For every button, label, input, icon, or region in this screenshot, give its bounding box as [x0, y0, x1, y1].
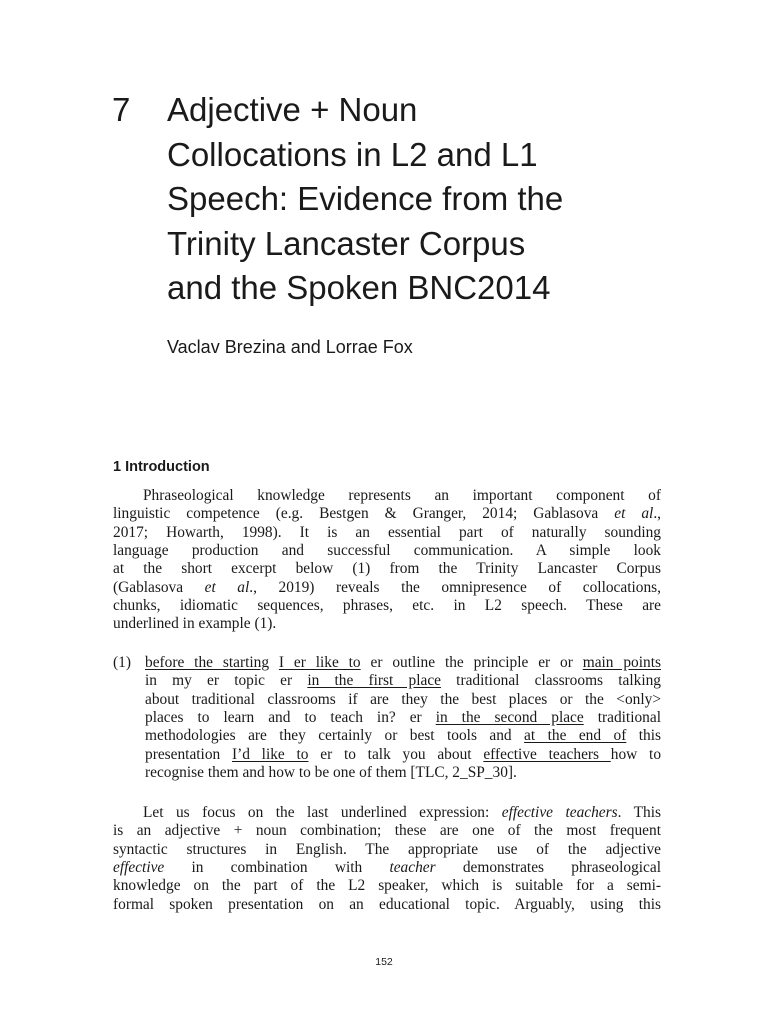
example-1: [113, 654, 661, 782]
underlined-phrase: before the starting: [145, 654, 270, 671]
underlined-phrase: main points: [582, 654, 661, 671]
underlined-phrase: at the end of: [524, 727, 627, 745]
text-run: [269, 654, 279, 671]
text-run: traditional classrooms talking: [440, 672, 661, 690]
underlined-phrase: effective teachers: [483, 745, 611, 763]
italic-run: effective teachers: [501, 804, 618, 821]
text-run: er to talk you about: [308, 745, 484, 763]
chapter-title-line: and the Spoken BNC2014: [167, 269, 551, 306]
text-run: recognise them and how to be one of them [TLC, 2_SP_30].: [145, 764, 517, 782]
italic-run: et al: [614, 505, 654, 523]
italic-run: teacher: [389, 859, 436, 877]
paragraph-line: [113, 579, 661, 597]
text-run: er outline the principle er or: [360, 654, 583, 671]
example-line: [145, 746, 661, 764]
page-number: 152: [375, 956, 393, 968]
chapter-title-line: Speech: Evidence from the: [167, 180, 564, 217]
text-run: traditional: [583, 709, 661, 727]
text-run: chunks, idiomatic sequences, phrases, etc. in L2 speech. These are: [113, 597, 661, 615]
chapter-title-line: Collocations in L2 and L1: [167, 135, 538, 173]
paragraph-line: [113, 615, 661, 633]
text-run: language production and successful communication. A simple look: [113, 542, 661, 560]
intro-paragraph-1: [113, 487, 661, 634]
example-line: [145, 672, 661, 690]
paragraph-line: [113, 560, 661, 578]
paragraph-line: [113, 841, 661, 859]
text-run: at the short excerpt below (1) from the Trinity Lancaster Corpus: [113, 560, 661, 578]
underlined-phrase: I er like to: [278, 654, 361, 671]
example-line: [145, 709, 661, 727]
chapter-heading: [112, 88, 712, 311]
text-run: syntactic structures in English. The appropriate use of the adjective: [113, 840, 661, 858]
text-run: how to: [610, 745, 662, 763]
chapter-title: [167, 88, 712, 311]
text-run: formal spoken presentation on an educational topic. Arguably, using this: [113, 895, 661, 913]
example-body: [145, 654, 661, 782]
text-run: underlined in example (1).: [113, 615, 277, 633]
text-run: linguistic competence (e.g. Bestgen & Granger, 2014; Gablasova: [113, 505, 615, 523]
text-run: Phraseological knowledge represents an important component of: [143, 487, 661, 504]
section-heading: 1 Introduction: [113, 459, 210, 475]
text-run: 2017; Howarth, 1998). It is an essential part of naturally sounding: [113, 523, 661, 541]
text-run: presentation: [145, 745, 232, 763]
underlined-phrase: in the first place: [307, 672, 441, 690]
paragraph-line: [113, 877, 661, 895]
text-run: . This: [617, 804, 662, 821]
paragraph-line: [113, 487, 661, 505]
text-run: knowledge on the part of the L2 speaker, which is suitable for a semi-: [113, 877, 661, 895]
intro-paragraph-2: [113, 804, 661, 914]
example-line: [145, 691, 661, 709]
paragraph-line: [113, 896, 661, 914]
text-run: this: [626, 727, 662, 745]
italic-run: effective: [113, 859, 165, 877]
text-run: Let us focus on the last underlined expression:: [143, 804, 502, 821]
text-run: in combination with: [164, 859, 390, 877]
text-run: ., 2019) reveals the omnipresence of collocations,: [249, 578, 661, 596]
example-line: [145, 727, 661, 745]
paragraph-line: [113, 505, 661, 523]
chapter-number: 7: [112, 91, 131, 128]
text-run: methodologies are they certainly or best tools and: [145, 727, 525, 745]
paragraph-line: [113, 822, 661, 840]
text-run: demonstrates phraseological: [435, 859, 661, 877]
italic-run: et al: [204, 578, 250, 596]
example-line: [145, 764, 661, 782]
chapter-authors: Vaclav Brezina and Lorrae Fox: [167, 337, 413, 357]
example-line: [145, 654, 661, 672]
text-run: about traditional classrooms if are they the best places or the <only>: [145, 690, 661, 708]
example-number: (1): [113, 654, 131, 671]
paragraph-line: [113, 859, 661, 877]
text-run: in my er topic er: [145, 672, 308, 690]
paragraph-line: [113, 542, 661, 560]
text-run: (Gablasova: [113, 578, 205, 596]
underlined-phrase: in the second place: [435, 709, 584, 727]
text-run: places to learn and to teach in? er: [145, 709, 436, 727]
paragraph-line: [113, 804, 661, 822]
chapter-title-line: Adjective + Noun: [167, 91, 418, 128]
text-run: .,: [653, 505, 662, 523]
underlined-phrase: I’d like to: [231, 745, 309, 763]
text-run: is an adjective + noun combination; these are one of the most frequent: [113, 822, 661, 840]
paragraph-line: [113, 524, 661, 542]
paragraph-line: [113, 597, 661, 615]
chapter-title-line: Trinity Lancaster Corpus: [167, 224, 526, 262]
